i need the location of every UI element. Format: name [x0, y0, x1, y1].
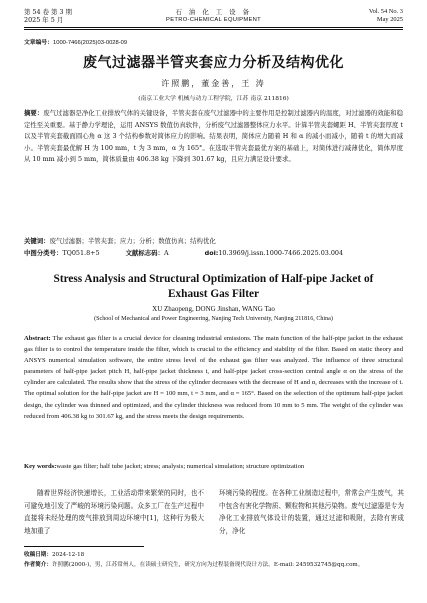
keywords-en-text: waste gas filter; half tube jacket; stress; analysis; numerical simulation; structure optimization [56, 463, 305, 470]
keywords-en [24, 462, 403, 472]
abstract-zh [24, 108, 403, 166]
keywords-zh-text: 废气过滤器；半管夹套；应力；分析；数值仿真；结构优化 [49, 237, 216, 245]
footnote-author [24, 561, 403, 570]
doi-label: doi: [204, 249, 219, 257]
abstract-en-text: The exhaust gas filter is a crucial device for cleaning industrial emissions. The main function of the half-pipe jacket in the exhaust gas filter is to control the temperature inside the filter, which is crucial to the efficiency and stability of the filter. Based on static theory and ANSYS numerical simulation software, the entire stress level of the exhaust gas filter was analyzed. The influence of three structural parameters of half-pipe jacket pitch H, half-pipe jacket thickness t, and half-pipe jacket cross-section central angle α on the stress of the cylinder are calculated. The results show that the stress of the cylinder decreases with the decrease of H and α, decreases with the increase of t. The optimal solution for the half-pipe jacket are H = 100 mm, t = 3 mm, and α = 165°. Based on the selection of the optimum half-pipe jacket design, the cylinder was thinned and optimized, and the cylinder thickness was reduced from 10 mm to 5 mm. The weight of the cylinder was reduced from 406.38 kg to 301.67 kg, and the stress meets the design requirements. [24, 335, 404, 420]
journal-name-en: PETRO-CHEMICAL EQUIPMENT [166, 17, 261, 23]
volume-issue-en: Vol. 54 No. 3 [368, 8, 403, 15]
doc-code-value: A [163, 249, 169, 257]
authors-zh: 许照鹏，董金善，王 涛 [161, 79, 266, 88]
classification-line [24, 248, 403, 258]
journal-name-zh: 石 油 化 工 设 备 [175, 8, 252, 16]
affiliation-en: (School of Mechanical and Power Engineering, Nanjing Tech University, Nanjing 211816, China) [94, 316, 333, 322]
cls-value: TQ051.8+5 [62, 249, 100, 257]
author-bio-label: 作者简介： [24, 562, 52, 568]
footnote-received [24, 551, 403, 560]
abstract-en [24, 333, 403, 422]
received-date: 2024-12-18 [51, 552, 85, 558]
article-number-label: 文章编号： [24, 40, 53, 46]
cls-label: 中图分类号： [24, 249, 63, 257]
title-zh: 废气过滤器半管夹套应力分析及结构优化 [83, 55, 344, 71]
keywords-zh [24, 236, 403, 246]
abstract-en-label: Abstract: [24, 335, 51, 342]
authors-en: XU Zhaopeng, DONG Jinshan, WANG Tao [152, 305, 275, 313]
volume-issue-zh: 第 54 卷 第 3 期 [24, 8, 72, 16]
author-bio-text: 许照鹏(2000-)，男，江苏常州人，在读硕士研究生，研究方向为过程装备现代设计方法。E-mail: 2459532745@qq.com。 [51, 562, 364, 568]
doc-code-label: 文献标志码： [125, 249, 164, 257]
title-en: Stress Analysis and Structural Optimization of Half-pipe Jacket of Exhaust Gas Filter [53, 273, 374, 300]
doi-value: 10.3969/j.issn.1000-7466.2025.03.004 [218, 249, 344, 257]
affiliation-zh: (南京工业大学 机械与动力工程学院，江苏 南京 211816) [138, 96, 289, 102]
header-rule-thick [24, 27, 403, 28]
date-zh: 2025 年 5 月 [24, 16, 64, 24]
abstract-zh-text: 废气过滤器是净化工业排放气体的关键设备，半管夹套在废气过滤器中的主要作用是控制过滤器内的温度，对过滤器的效能和稳定性至关重要。基于静力学理论，运用 ANSYS 数值仿真软件，分析废气过滤器整体应力水平。计算半管夹套螺距 H、半管夹套厚度 t 以及半管夹套截面圆心角 α 这 3 个结构参数对简体应力的影响。结果表明，简体应力随着 H 和 α 的减小而减小，随着 t 的增大而减小。半管夹套最优解 H 为 100 mm，t 为 3 mm，α 为 165°。在选取半管夹套最优方案的基础上，对简体进行减薄优化，简体厚度从 10 mm 减小到 5 mm，简体质量由 406.38 kg 下降到 301.67 kg，且应力满足设计要求。 [24, 109, 404, 164]
article-number [24, 37, 127, 46]
running-header [24, 7, 403, 35]
footnote-rule [24, 546, 144, 547]
header-rule-thin [24, 29, 403, 30]
header-volume-en [369, 8, 403, 24]
date-en: May 2025 [376, 16, 403, 23]
received-label: 收稿日期： [24, 552, 52, 558]
keywords-en-label: Key words: [24, 463, 57, 470]
article-number-value: 1000-7466(2025)03-0028-09 [53, 40, 128, 46]
body-column-left: 随着世界经济快速增长，工业活动带来繁荣的同时，也不可避免地引发了严峻的环境污染问题。众多工厂在生产过程中直接将未经处理的废气排放到周边环境中[1]，这种行为极大地加重了 [24, 489, 204, 535]
abstract-zh-label: 摘要： [24, 109, 44, 117]
keywords-zh-label: 关键词： [24, 237, 50, 245]
body-column-right: 环境污染的程度。在各种工业制造过程中，常常会产生废气，其中包含有害化学物质、颗粒物和其他污染物。废气过滤器是专为净化工业排放气体设计的装置，通过过滤和吸附，去除有害成分，净化 [219, 489, 404, 535]
